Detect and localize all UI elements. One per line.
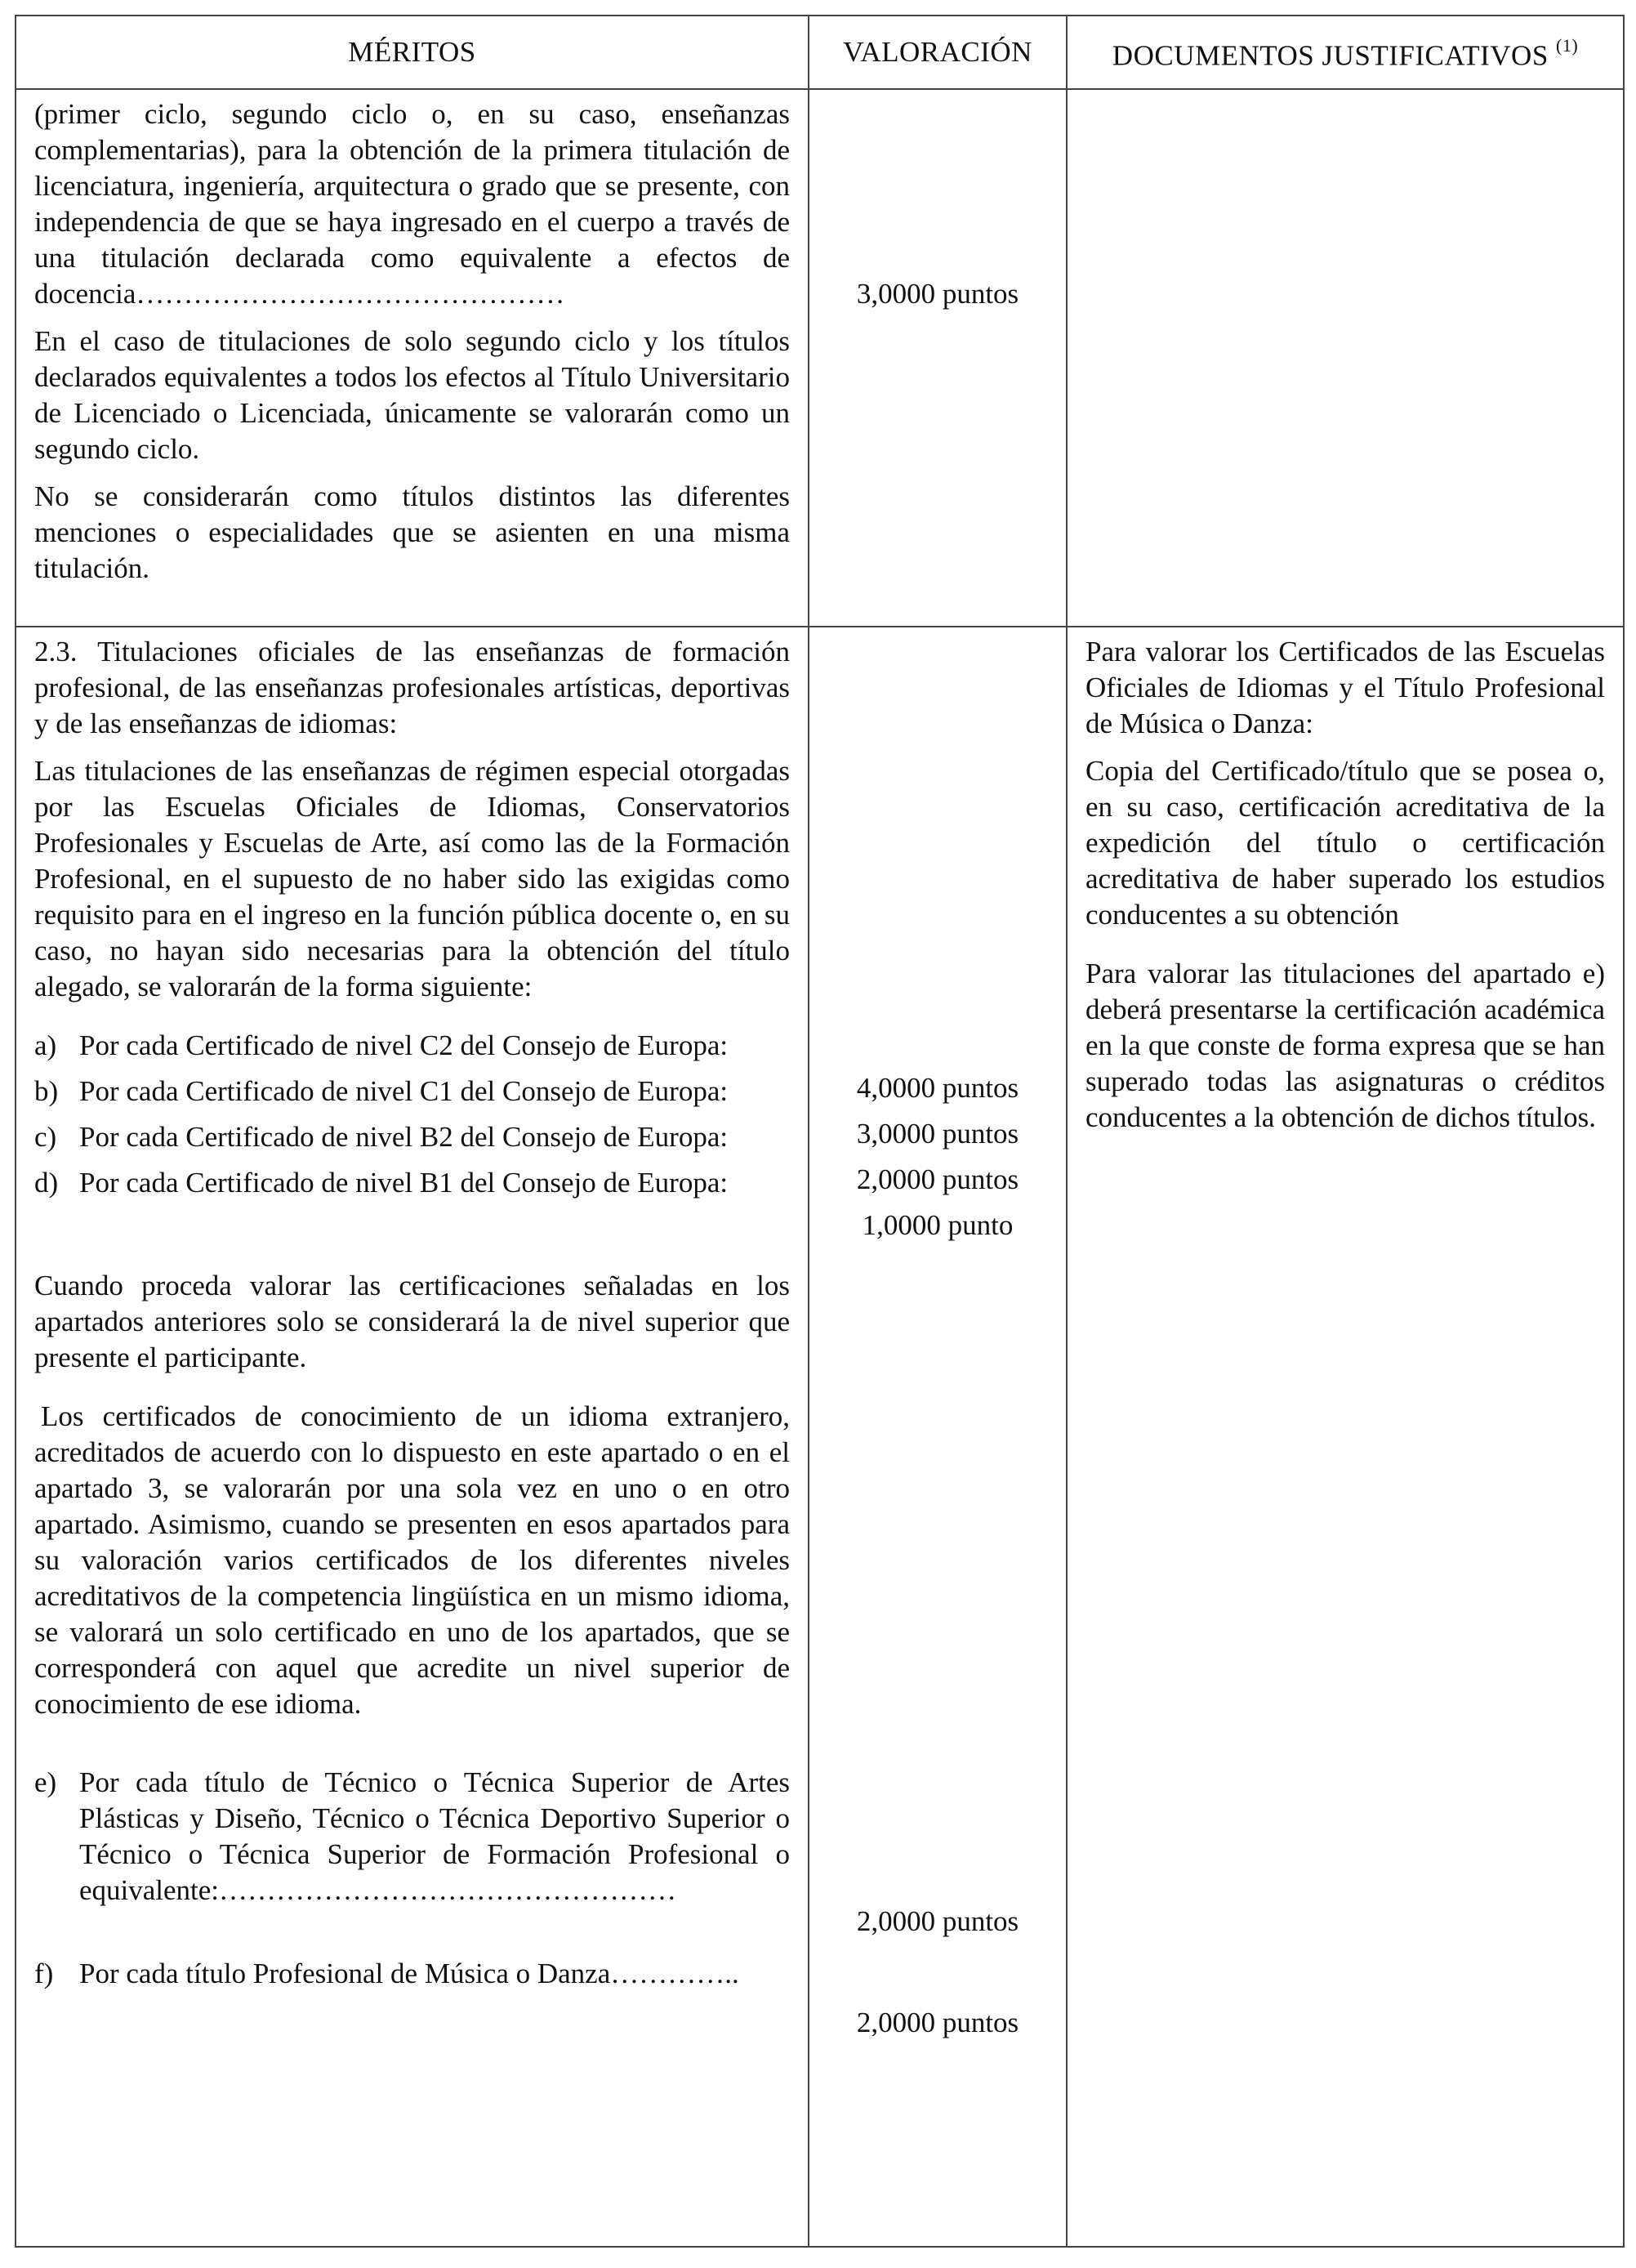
merit-paragraph: Cuando proceda valorar las certificaciones señaladas en los apartados anteriores solo se considerará la de nivel superior que presente el participante.: [34, 1270, 790, 1373]
list-item: [34, 1765, 790, 1909]
valuation-value: 2,0000 puntos: [856, 1163, 1019, 1195]
header-valoracion-label: VALORACIÓN: [843, 36, 1032, 68]
valuation-cell: [809, 89, 1067, 627]
valuation-value: 1,0000 punto: [862, 1209, 1014, 1241]
section-heading: 2.3. Titulaciones oficiales de las enseñanzas de formación profesional, de las enseñanzas profesionales artísticas, deportivas y de las enseñanzas de idiomas:: [34, 636, 790, 739]
header-documentos-label: DOCUMENTOS JUSTIFICATIVOS: [1112, 39, 1549, 72]
list-text: Por cada Certificado de nivel B2 del Consejo de Europa:: [79, 1121, 729, 1153]
list-text: Por cada título de Técnico o Técnica Superior de Artes Plásticas y Diseño, Técnico o Técnica Deportivo Superior o Técnico o Técnica Superior de Formación Profesional o equivalente:…………………………………………: [79, 1766, 790, 1906]
merit-paragraph: Los certificados de conocimiento de un idioma extranjero, acreditados de acuerdo con lo dispuesto en este apartado o en el apartado 3, se valorarán por una sola vez en uno o en otro apartado. Asimismo, cuando se presenten en esos apartados para su valoración varios certificados de los diferentes niveles acreditativos de la competencia lingüística en un mismo idioma, se valorará un solo certificado en uno de los apartados, que se corresponderá con aquel que acredite un nivel superior de conocimiento de ese idioma.: [34, 1400, 790, 1720]
table-row: [16, 627, 1624, 2247]
list-text: Por cada Certificado de nivel B1 del Consejo de Europa:: [79, 1167, 729, 1199]
table-row: [16, 89, 1624, 627]
list-item: [34, 1956, 790, 1992]
valuation-value: 4,0000 puntos: [856, 1072, 1019, 1104]
header-valoracion: [809, 16, 1067, 89]
merit-cell: [16, 627, 809, 2247]
list-text: Por cada Certificado de nivel C1 del Consejo de Europa:: [79, 1075, 729, 1107]
merit-paragraph: (primer ciclo, segundo ciclo o, en su caso, enseñanzas complementarias), para la obtención de la primera titulación de licenciatura, ingeniería, arquitectura o grado que se presente, con independencia de que se haya ingresado en el cuerpo a través de una titulación declarada como equivalente a efectos de docencia………………………………………: [34, 98, 790, 310]
list-letter: a): [34, 1029, 57, 1061]
list-item: [34, 1074, 790, 1119]
valuation-value: 2,0000 puntos: [856, 1905, 1019, 1937]
header-documentos: [1067, 16, 1624, 89]
document-page: [15, 15, 1623, 2252]
list-text: Por cada Certificado de nivel C2 del Consejo de Europa:: [79, 1029, 729, 1061]
documents-paragraph: Copia del Certificado/título que se posea o, en su caso, certificación acreditativa de la expedición del título o certificación acreditativa de haber superado los estudios conducentes a su obtención: [1085, 755, 1605, 931]
merit-cell: [16, 89, 809, 627]
merit-paragraph: Las titulaciones de las enseñanzas de régimen especial otorgadas por las Escuelas Oficiales de Idiomas, Conservatorios Profesionales y Escuelas de Arte, así como las de la Formación Profesional, en el supuesto de no haber sido las exigidas como requisito para en el ingreso en la función pública docente o, en su caso, no hayan sido necesarias para la obtención del título alegado, se valorarán de la forma siguiente:: [34, 755, 790, 1002]
valuation-cell: [809, 627, 1067, 2247]
merit-paragraph: En el caso de titulaciones de solo segundo ciclo y los títulos declarados equivalentes a todos los efectos al Título Universitario de Licenciado o Licenciada, únicamente se valorarán como un segundo ciclo.: [34, 325, 790, 465]
valuation-value: 3,0000 puntos: [856, 278, 1019, 310]
merit-paragraph: No se considerarán como títulos distintos las diferentes menciones o especialidades que se asienten en una misma titulación.: [34, 480, 790, 584]
merits-table: [15, 15, 1625, 2248]
list-letter: f): [34, 1958, 54, 1989]
header-meritos: [16, 16, 809, 89]
valuation-value: 3,0000 puntos: [856, 1118, 1019, 1150]
documents-cell: [1067, 627, 1624, 2247]
table-header-row: [16, 16, 1624, 89]
list-item: [34, 1119, 790, 1165]
header-meritos-label: MÉRITOS: [348, 36, 476, 68]
list-text: Por cada título Profesional de Música o Danza…………..: [79, 1958, 739, 1989]
list-item: [34, 1028, 790, 1074]
valuation-value: 2,0000 puntos: [856, 2007, 1019, 2038]
list-item: [34, 1165, 790, 1211]
list-letter: c): [34, 1121, 57, 1153]
documents-paragraph: Para valorar los Certificados de las Escuelas Oficiales de Idiomas y el Título Profesional de Música o Danza:: [1085, 636, 1605, 739]
documents-paragraph: Para valorar las titulaciones del apartado e) deberá presentarse la certificación académica en la que conste de forma expresa que se han superado todas las asignaturas o créditos conducentes a la obtención de dichos títulos.: [1085, 958, 1605, 1133]
list-letter: b): [34, 1075, 59, 1107]
list-letter: e): [34, 1766, 57, 1798]
header-footnote-mark: (1): [1556, 34, 1579, 56]
list-letter: d): [34, 1167, 59, 1199]
documents-cell: [1067, 89, 1624, 627]
